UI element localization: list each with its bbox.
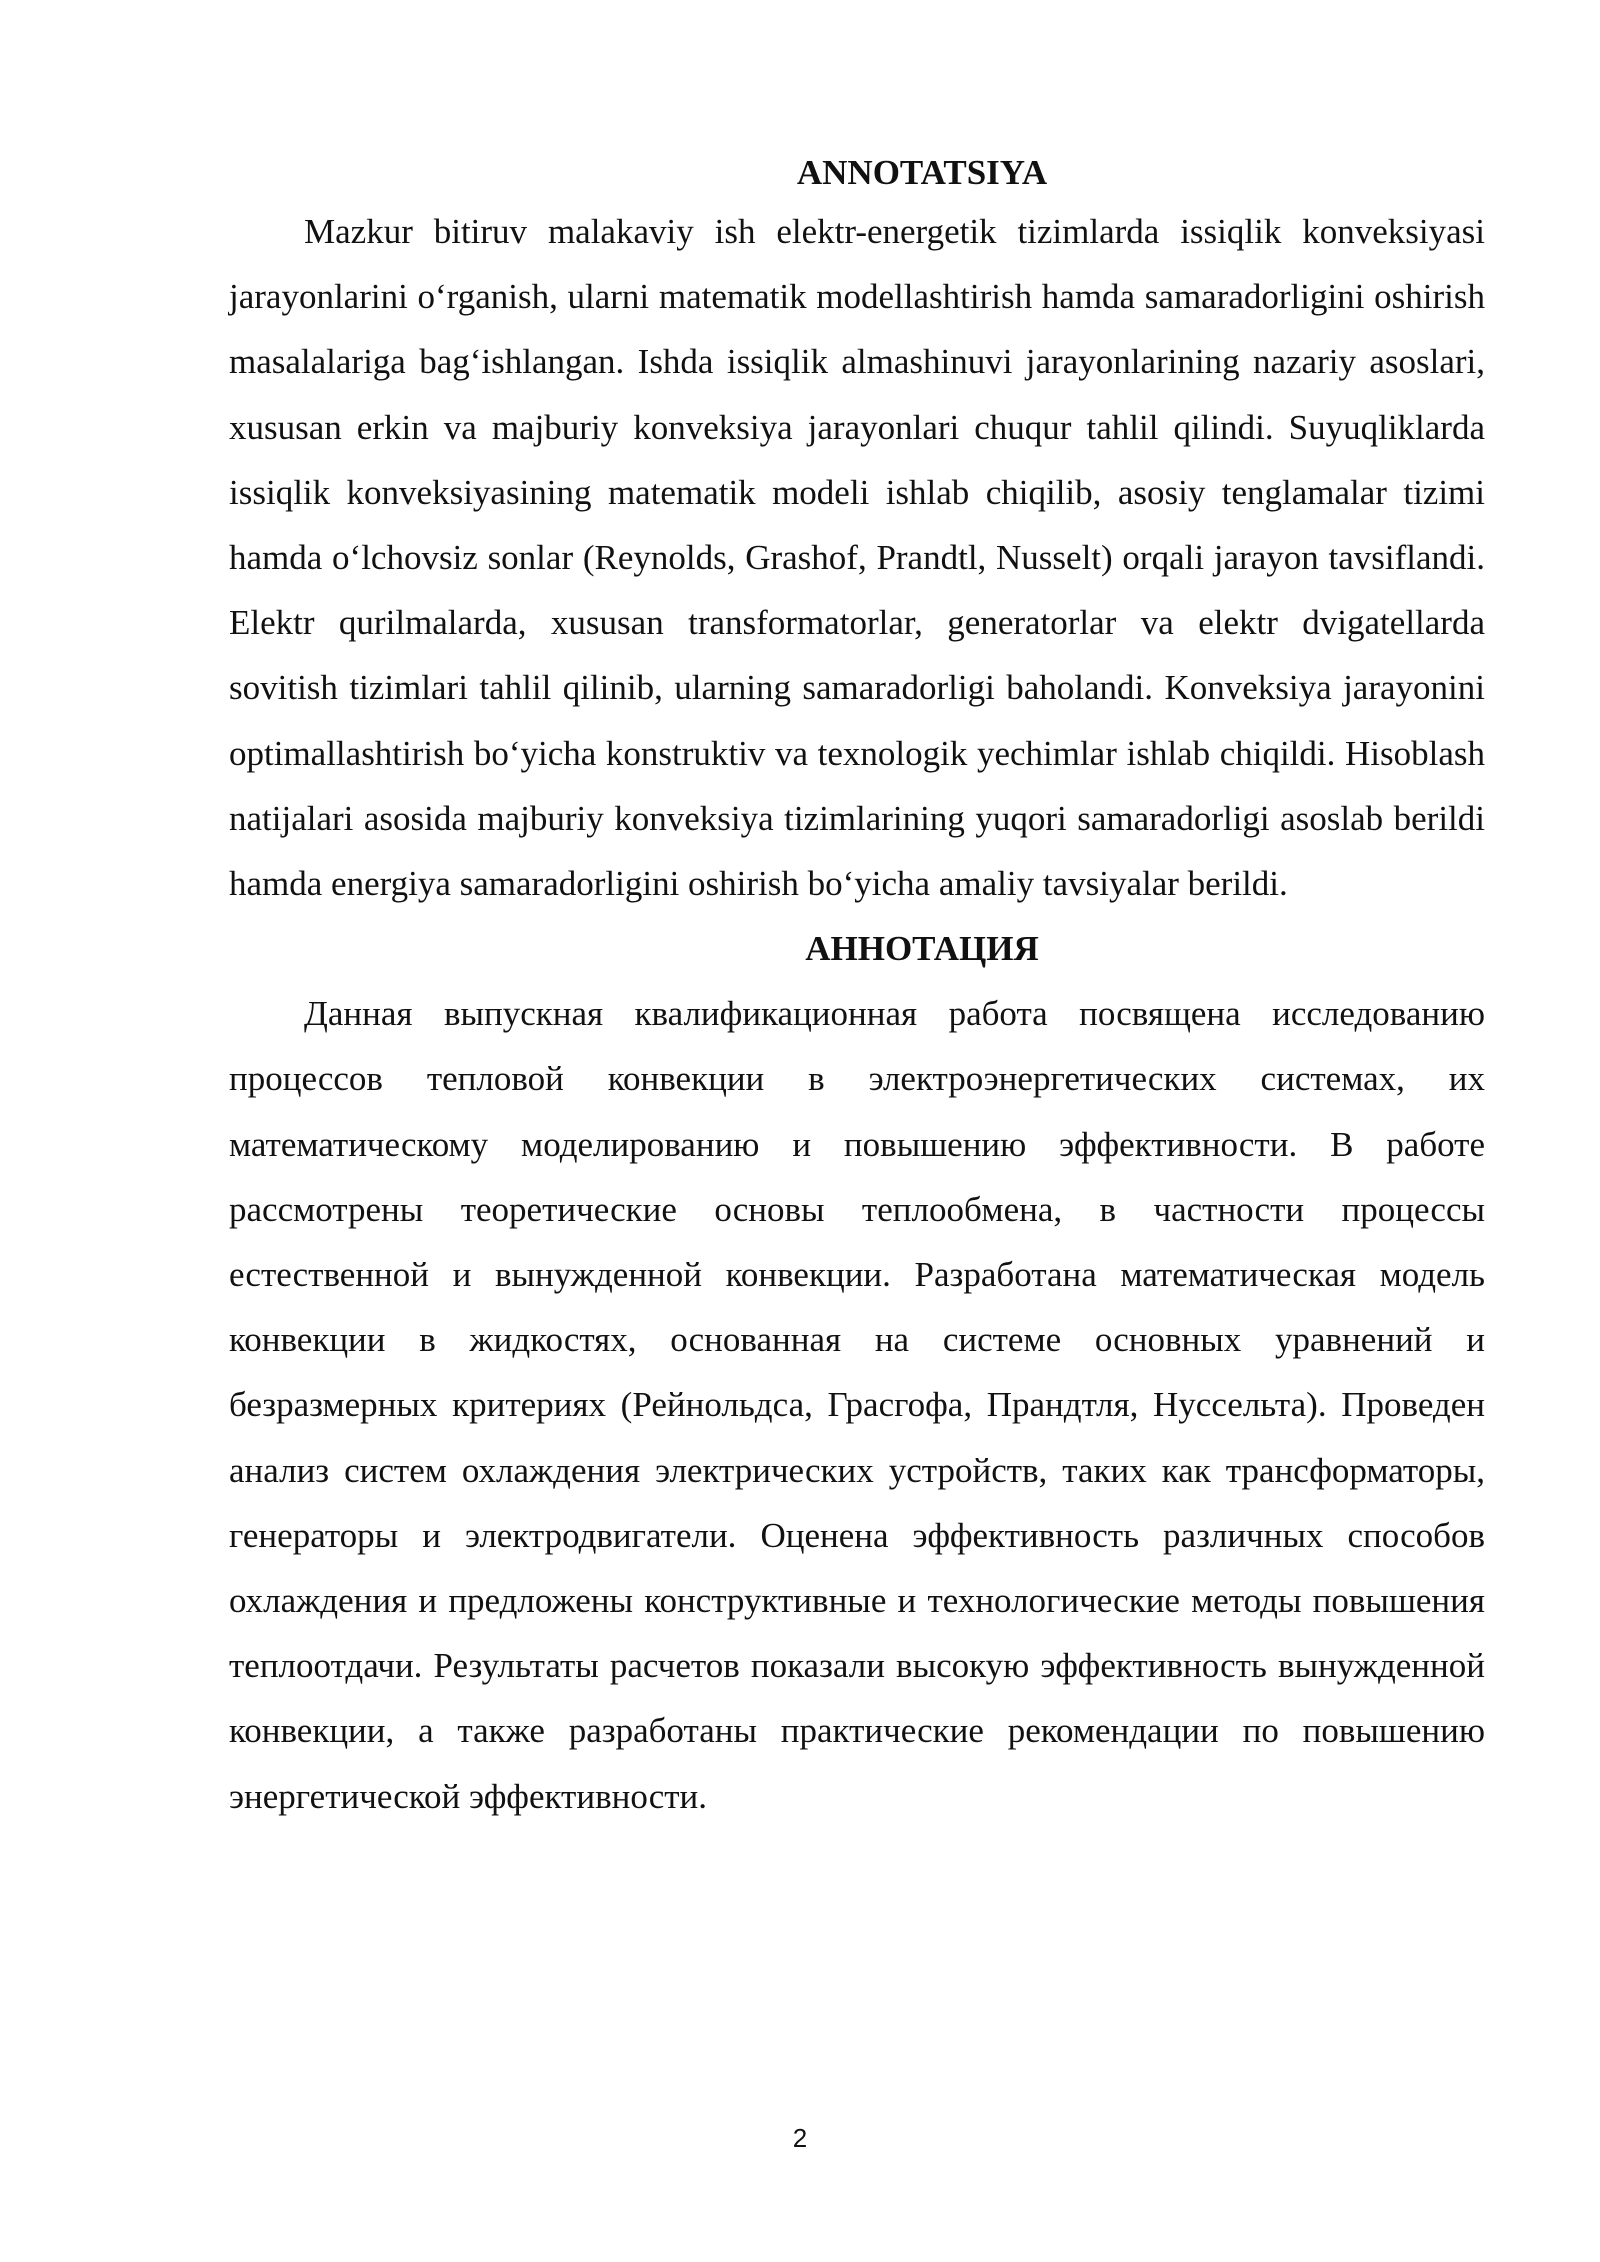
uzbek-annotation-paragraph: Mazkur bitiruv malakaviy ish elektr-energetik tizimlarda issiqlik konveksiyasi jarayonlarini o‘rganish, ularni matematik modellashtirish hamda samaradorligini oshirish masalalariga bag‘ishlangan. Ishda issiqlik almashinuvi jarayonlarining nazariy asoslari, xususan erkin va majburiy konveksiya jarayonlari chuqur tahlil qilindi. Suyuqliklarda issiqlik konveksiyasining matematik modeli ishlab chiqilib, asosiy tenglamalar tizimi hamda o‘lchovsiz sonlar (Reynolds, Grashof, Prandtl, Nusselt) orqali jarayon tavsiflandi. Elektr qurilmalarda, xususan transformatorlar, generatorlar va elektr dvigatellarda sovitish tizimlari tahlil qilinib, ularning samaradorligi baholandi. Konveksiya jarayonini optimallashtirish bo‘yicha konstruktiv va texnologik yechimlar ishlab chiqildi. Hisoblash natijalari asosida majburiy konveksiya tizimlarining yuqori samaradorligi asoslab berildi hamda energiya samaradorligini oshirish bo‘yicha amaliy tavsiyalar berildi.	[229, 212, 1485, 904]
uzbek-annotation-heading: ANNOTATSIYA	[796, 153, 1048, 192]
page-content	[229, 150, 1485, 1829]
russian-annotation-paragraph: Данная выпускная квалификационная работа посвящена исследованию процессов тепловой конвекции в электроэнергетических системах, их математическому моделированию и повышению эффективности. В работе рассмотрены теоретические основы теплообмена, в частности процессы естественной и вынужденной конвекции. Разработана математическая модель конвекции в жидкостях, основанная на системе основных уравнений и безразмерных критериях (Рейнольдса, Грасгофа, Прандтля, Нуссельта). Проведен анализ систем охлаждения электрических устройств, таких как трансформаторы, генераторы и электродвигатели. Оценена эффективность различных способов охлаждения и предложены конструктивные и технологические методы повышения теплоотдачи. Результаты расчетов показали высокую эффективность вынужденной конвекции, а также разработаны практические рекомендации по повышению энергетической эффективности.	[229, 994, 1485, 1816]
page-number: 2	[792, 2123, 808, 2153]
russian-annotation-heading: АННОТАЦИЯ	[805, 929, 1039, 969]
